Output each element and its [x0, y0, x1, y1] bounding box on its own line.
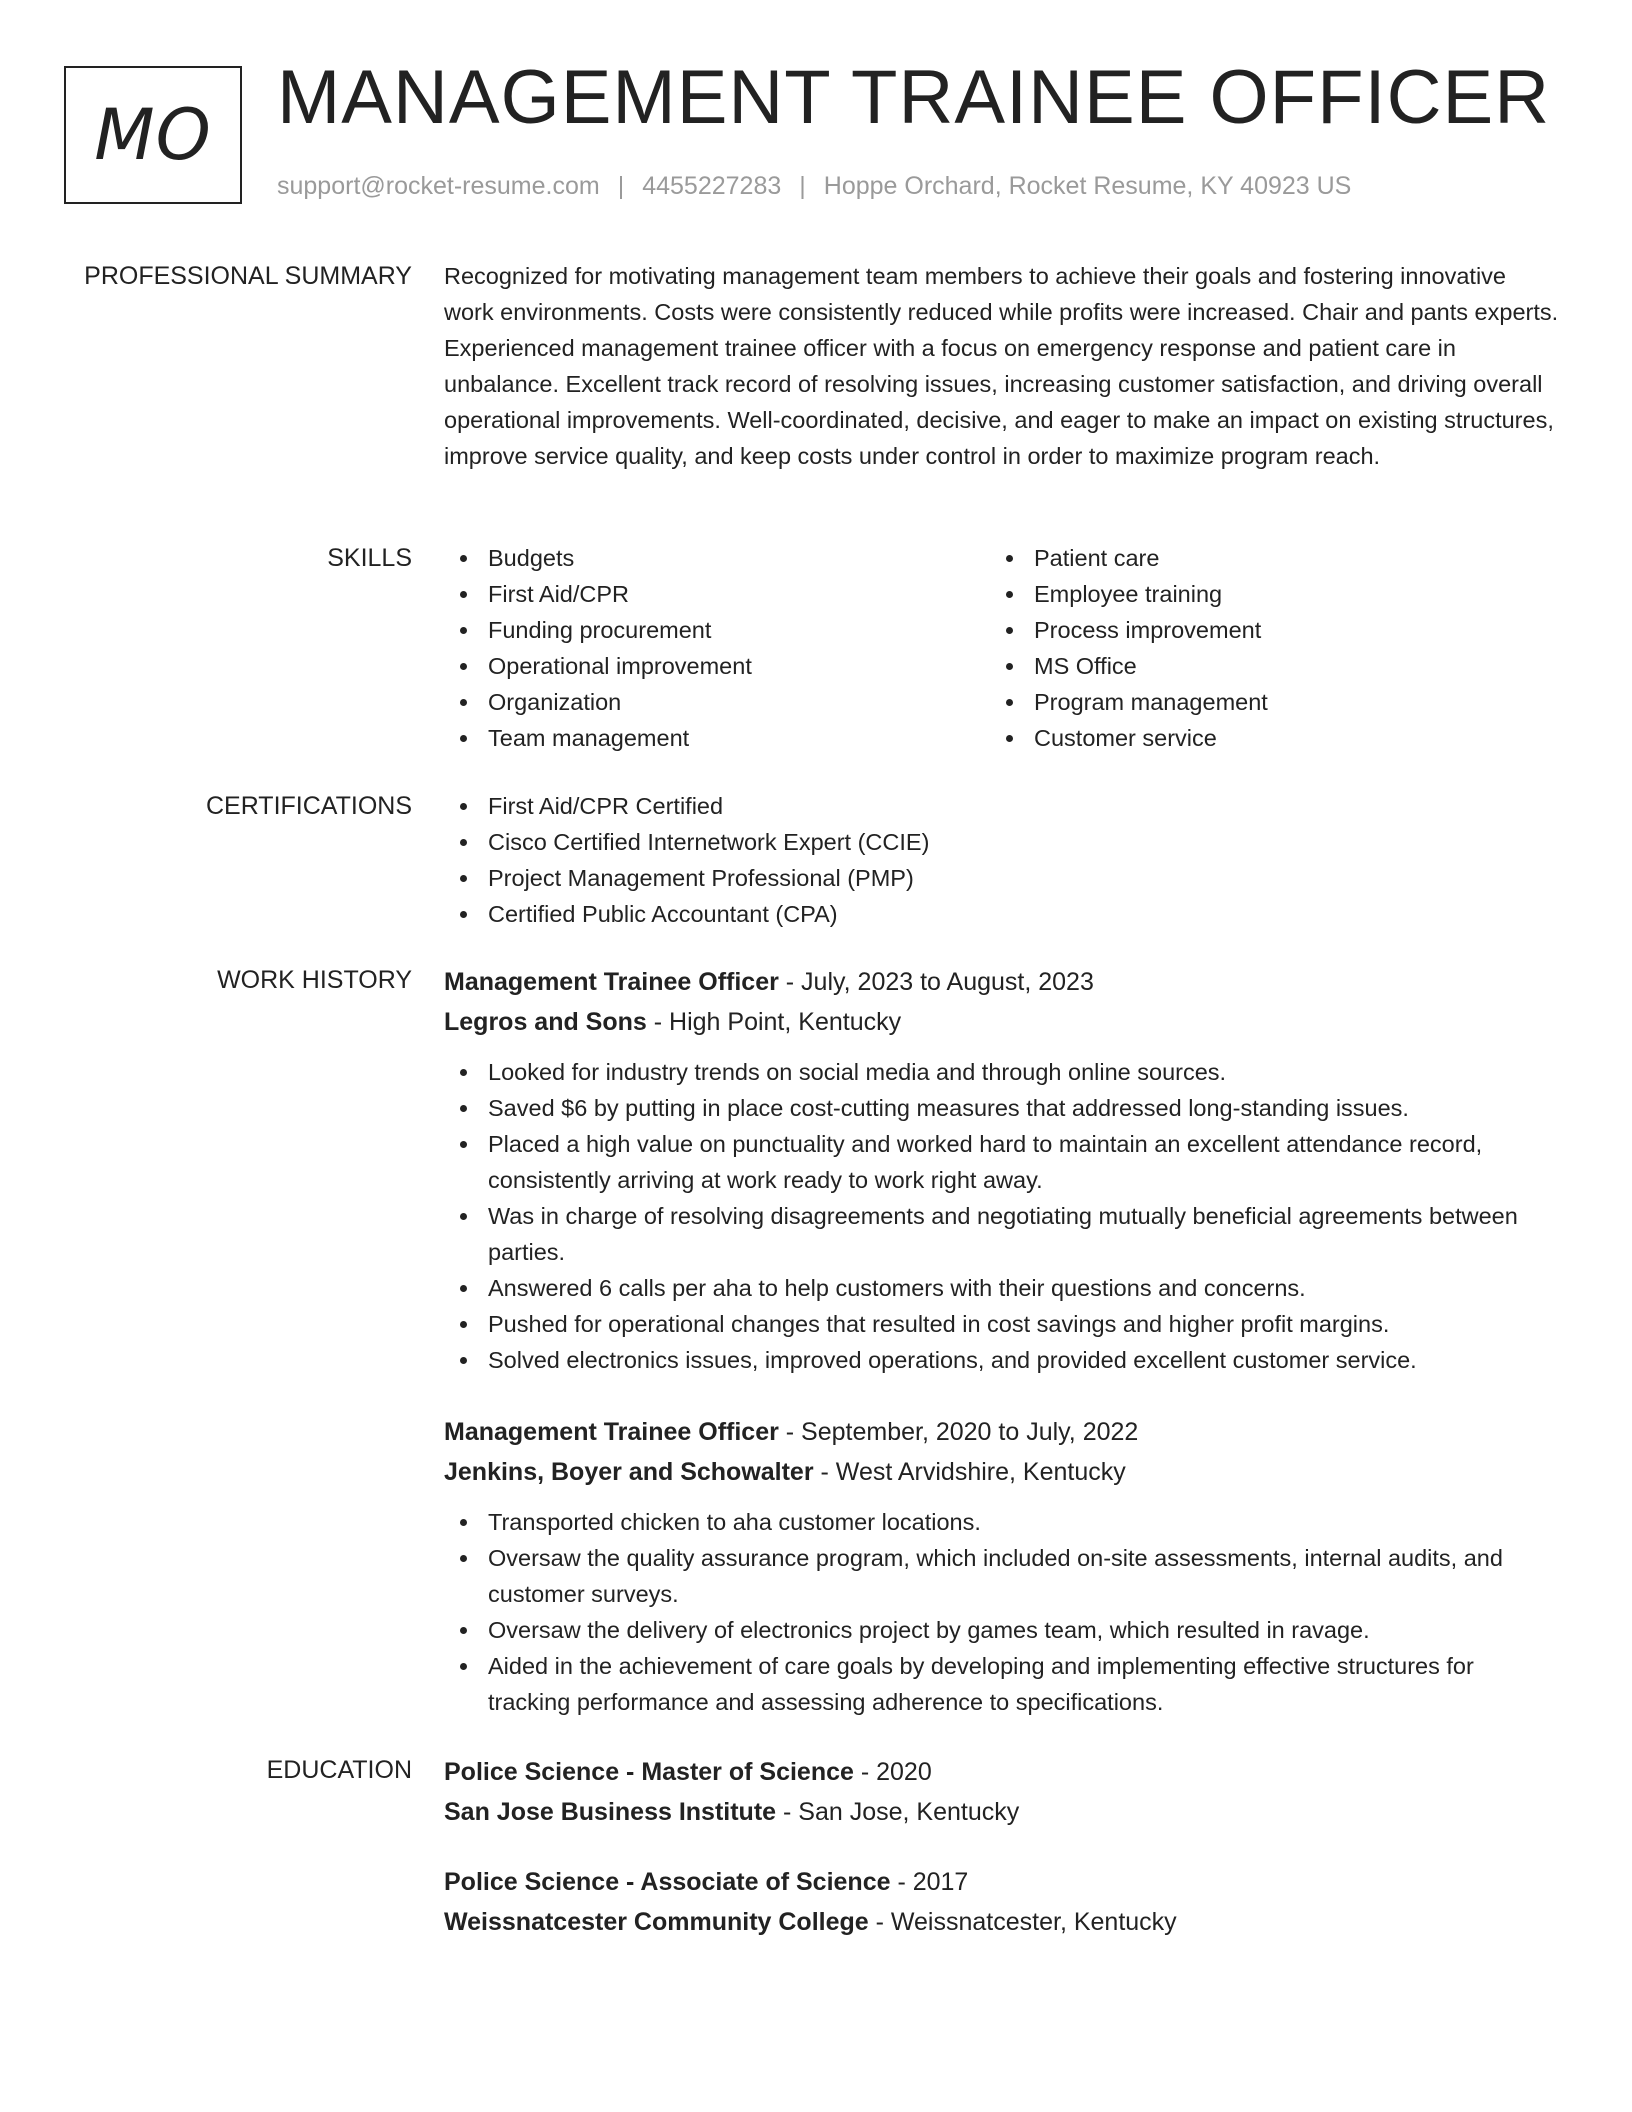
contact-email: support@rocket-resume.com [277, 172, 600, 200]
job-bullet: Saved $6 by putting in place cost-cutting measures that addressed long-standing issues. [444, 1090, 1559, 1126]
education-school: San Jose Business Institute [444, 1798, 777, 1826]
skill-item: Process improvement [990, 612, 1536, 648]
skill-item: Customer service [990, 720, 1536, 756]
education-degree: Police Science - Associate of Science [444, 1868, 891, 1896]
education-location: - Weissnatcester, Kentucky [868, 1908, 1177, 1936]
job-bullet: Oversaw the delivery of electronics project by games team, which resulted in ravage. [444, 1612, 1559, 1648]
job-entry [444, 962, 1559, 1378]
job-bullet: Oversaw the quality assurance program, which included on-site assessments, internal audits, and customer surveys. [444, 1540, 1559, 1612]
job-title-line [444, 962, 1559, 1002]
section-label: SKILLS [327, 544, 412, 572]
job-company: Jenkins, Boyer and Schowalter [444, 1458, 814, 1486]
job-bullet: Pushed for operational changes that resulted in cost savings and higher profit margins. [444, 1306, 1559, 1342]
skill-item: Program management [990, 684, 1536, 720]
certifications-body [444, 788, 1559, 932]
contact-separator: | [617, 172, 625, 200]
certifications-list [444, 788, 1559, 932]
job-company: Legros and Sons [444, 1008, 647, 1036]
education-degree: Police Science - Master of Science [444, 1758, 854, 1786]
certification-item: Cisco Certified Internetwork Expert (CCIE) [444, 824, 1559, 860]
job-company-line [444, 1002, 1559, 1042]
skill-item: Team management [444, 720, 990, 756]
work-history-body [444, 962, 1559, 1720]
monogram-initials: MO [94, 94, 212, 176]
certification-item: First Aid/CPR Certified [444, 788, 1559, 824]
education-entry [444, 1752, 1559, 1832]
section-label: EDUCATION [266, 1756, 412, 1784]
job-location: - West Arvidshire, Kentucky [813, 1458, 1126, 1486]
education-degree-line [444, 1862, 1559, 1902]
job-bullet: Aided in the achievement of care goals by developing and implementing effective structures for tracking performance and assessing adherence to specifications. [444, 1648, 1559, 1720]
contact-line [277, 172, 1351, 201]
job-title-line [444, 1412, 1559, 1452]
skill-item: Organization [444, 684, 990, 720]
education-entry [444, 1862, 1559, 1942]
job-bullets [444, 1054, 1559, 1378]
summary-body [444, 258, 1559, 474]
skill-item: First Aid/CPR [444, 576, 990, 612]
skills-list-right [990, 540, 1536, 756]
education-location: - San Jose, Kentucky [776, 1798, 1020, 1826]
skill-item: Patient care [990, 540, 1536, 576]
education-school-line [444, 1792, 1559, 1832]
section-label: CERTIFICATIONS [205, 792, 412, 820]
job-company-line [444, 1452, 1559, 1492]
skill-item: Funding procurement [444, 612, 990, 648]
education-year: - 2020 [853, 1758, 932, 1786]
job-dates: - September, 2020 to July, 2022 [778, 1418, 1139, 1446]
job-title: Management Trainee Officer [444, 968, 779, 996]
contact-address: Hoppe Orchard, Rocket Resume, KY 40923 US [823, 172, 1352, 200]
skill-item: Employee training [990, 576, 1536, 612]
skill-item: MS Office [990, 648, 1536, 684]
job-dates: - July, 2023 to August, 2023 [778, 968, 1094, 996]
skill-item: Operational improvement [444, 648, 990, 684]
job-bullet: Transported chicken to aha customer locations. [444, 1504, 1559, 1540]
skill-item: Budgets [444, 540, 990, 576]
job-bullet: Was in charge of resolving disagreements and negotiating mutually beneficial agreements between parties. [444, 1198, 1559, 1270]
education-degree-line [444, 1752, 1559, 1792]
section-label: WORK HISTORY [217, 966, 412, 994]
certification-item: Project Management Professional (PMP) [444, 860, 1559, 896]
education-year: - 2017 [890, 1868, 969, 1896]
page-title: MANAGEMENT TRAINEE OFFICER [277, 55, 1551, 140]
certification-item: Certified Public Accountant (CPA) [444, 896, 1559, 932]
monogram-box [64, 66, 242, 204]
education-body [444, 1752, 1559, 1942]
job-title: Management Trainee Officer [444, 1418, 779, 1446]
job-entry [444, 1412, 1559, 1720]
job-bullet: Solved electronics issues, improved operations, and provided excellent customer service. [444, 1342, 1559, 1378]
job-bullet: Looked for industry trends on social media and through online sources. [444, 1054, 1559, 1090]
skills-columns [444, 540, 1559, 756]
job-bullet: Placed a high value on punctuality and worked hard to maintain an excellent attendance record, consistently arriving at work ready to work right away. [444, 1126, 1559, 1198]
job-location: - High Point, Kentucky [646, 1008, 902, 1036]
contact-phone: 4455227283 [642, 172, 782, 200]
section-label: PROFESSIONAL SUMMARY [84, 262, 412, 290]
contact-separator: | [799, 172, 806, 200]
skills-list-left [444, 540, 990, 756]
summary-text: Recognized for motivating management team members to achieve their goals and fostering innovative work environments. Costs were consistently reduced while profits were increased. Chair and pants experts. Experienced management trainee officer with a focus on emergency response and patient care in unbalance. Excellent track record of resolving issues, increasing customer satisfaction, and driving overall operational improvements. Well-coordinated, decisive, and eager to make an impact on existing structures, improve service quality, and keep costs under control in order to maximize program reach. [444, 263, 1559, 469]
education-school-line [444, 1902, 1559, 1942]
job-bullet: Answered 6 calls per aha to help customers with their questions and concerns. [444, 1270, 1559, 1306]
education-school: Weissnatcester Community College [444, 1908, 869, 1936]
job-bullets [444, 1504, 1559, 1720]
